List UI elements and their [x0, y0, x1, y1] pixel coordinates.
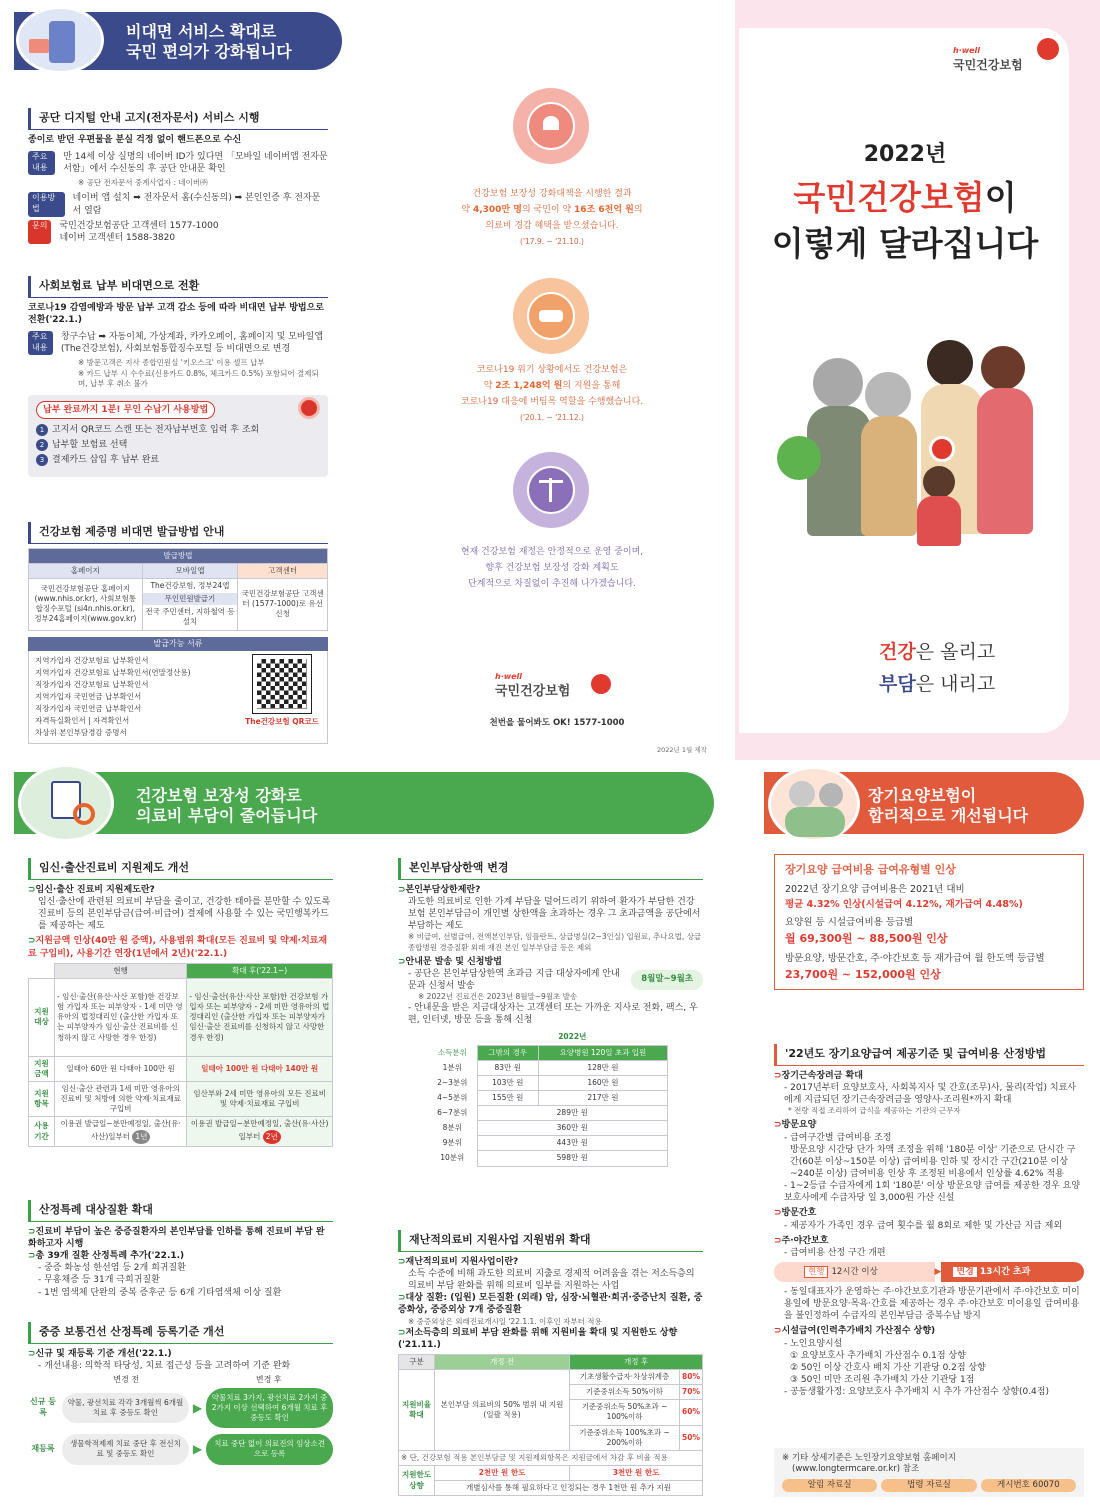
- kiosk-step-2: 2 납부할 보험료 선택: [36, 439, 320, 451]
- note: ※ 중증외상은 외래진료개시일 '22.1.1. 이후인 자부터 적용: [408, 1316, 602, 1326]
- text-item: 치료 중단 없이 의료진의 임상소견으로 등록: [206, 1434, 333, 1464]
- text-item: 기준중위소득 50%이하: [570, 1385, 680, 1400]
- cell-after: 일태아 100만 원 다태아 140만 원: [187, 1056, 333, 1081]
- section-title: 공단 디지털 안내 고지(전자문서) 서비스 시행: [28, 108, 328, 130]
- text-item: h·well: [953, 46, 981, 55]
- docs-list: [35, 655, 243, 739]
- text-item: ① 요양보호사 추가배치 가산점수 0.1점 상향: [790, 1350, 966, 1361]
- description: 임신·출산에 관련된 의료비 부담을 줄이고, 건강한 태아를 분만할 수 있도록 진료비 등의 본인부담금(급여·비급여) 결제에 사용할 수 있는 국민행복카드를 제공하는 제도: [38, 896, 331, 932]
- doc-item: 지역가입자 건강보험료 납부확인서(연말정산용): [35, 668, 191, 678]
- text-item: 443만 원: [477, 1136, 667, 1151]
- section-title: 사회보험료 납부 비대면으로 전환: [28, 276, 328, 298]
- row-label: 지원 대상: [29, 978, 55, 1056]
- text-item: 방문요양, 방문간호, 주·야간보호 등 재가급여 월 한도액 등급별: [785, 953, 1045, 965]
- cell-after: - 임신·출산(유산·사산 포함)한 건강보험 가입자 또는 피부양자 - 2세 미만 영유아의 법정대리인 (출산한 가입자 또는 피부양자가 임신·출산 진료비를 신청하지 않고 사망한 경우 한정): [187, 978, 333, 1056]
- re-registration-row: 재등록 생물학적제제 치료 중단 후 전신치료 및 중등도 확인 ▶ 치료 중단 없이 의료진의 임상소견으로 등록: [28, 1434, 333, 1464]
- text-item: 기초생활수급자·차상위계층: [570, 1370, 680, 1385]
- banner-coverage: [14, 772, 714, 834]
- text-item: 고지서 QR코드 스캔 또는 전자납부번호 입력 후 조회: [52, 424, 260, 435]
- text-item: 2~3분위: [437, 1077, 468, 1087]
- cell-after: 임산부와 2세 미만 영유아의 모든 진료비 및 약제·치료재료 구입비: [187, 1082, 333, 1117]
- bullet-1: - 공단은 본인부담상한액 초과금 지급 대상자에게 안내문과 신청서 발송: [408, 968, 620, 991]
- kiosk-box: [28, 395, 328, 478]
- kiosk-touch-icon: [298, 397, 320, 419]
- panel-coverage: [0, 760, 1100, 1512]
- text-inquiry-1: 국민건강보험공단 고객센터 1577-1000: [59, 220, 219, 231]
- description: 소득 수준에 비해 과도한 의료비 지출로 경제적 어려움을 겪는 저소득층의 의료비 부담 완화를 위해 의료비 일부를 지원하는 사업: [408, 1268, 695, 1292]
- text-item: 23,700원 ~ 152,000원 인상: [785, 967, 941, 981]
- list-item: - 1번 염색체 단완의 중복 증후군 등 6개 기타염색체 이상 질환: [38, 1287, 282, 1298]
- maternity-table: [28, 963, 333, 1147]
- text-item: 결제카드 삽입 후 납부 완료: [52, 455, 160, 466]
- beneficiaries-count: 4,300만 명: [472, 205, 522, 215]
- text-item: * 전량 직접 조리하여 급식을 제공하는 기관의 근무자: [788, 1106, 961, 1116]
- sub: 신규 및 재등록 기준 개선('22.1.): [35, 1348, 172, 1359]
- box-title: 장기요양 급여비용 급여유형별 인상: [785, 863, 956, 876]
- cover-logo-heart-icon: [1037, 38, 1059, 60]
- text-item: 60%: [680, 1400, 703, 1425]
- tab-notice-archive[interactable]: 알림 자료실: [782, 1479, 877, 1492]
- kiosk-step-1: 1 고지서 QR코드 스캔 또는 전자납부번호 입력 후 조회: [36, 424, 320, 436]
- tag-usage: 이용방법: [28, 192, 65, 216]
- text-item: 평균 4.32% 인상(시설급여 4.12%, 재가급여 4.48%): [785, 898, 1023, 910]
- text-item: 부담: [879, 673, 916, 695]
- text-inquiry-2: 네이버 고객센터 1588-3820: [59, 232, 176, 243]
- text-item: 구분: [399, 1354, 435, 1369]
- sub: 안내문 발송 및 신청방법: [405, 956, 502, 967]
- label-before: 변경 전: [113, 1375, 140, 1385]
- text-item: 지원비율 확대: [399, 1370, 435, 1451]
- text-item: 코로나19 대응에 버팀목 역할을 수행했습니다.: [460, 397, 644, 407]
- note-card-fee: ※ 카드 납부 시 수수료(신용카드 0.8%, 체크카드 0.5%) 포함되어 결제되며, 납부 후 취소 불가: [78, 368, 319, 388]
- note-kiosk: ※ 방문고객은 지사 종합민원실 '키오스크' 이용 셀프 납부: [78, 358, 265, 368]
- badge-2year: 2년: [263, 1130, 281, 1144]
- lead: 진료비 부담이 높은 중증질환자의 본인부담률 인하를 통해 진료비 부담 완화하고자 시행: [28, 1226, 325, 1249]
- kiosk-step-3: 3 결제카드 삽입 후 납부 완료: [36, 454, 320, 466]
- table-row: [428, 1106, 668, 1121]
- tag-main: 주요내용: [28, 151, 55, 175]
- text-item: 289만 원: [477, 1106, 667, 1121]
- cell-kiosk-header: 무인민원발급기: [143, 593, 238, 605]
- text-item: 코로나19 위기 상황에서도 건강보험은: [476, 365, 628, 375]
- table-row: [428, 1151, 668, 1166]
- call-tagline: 천번을 물어봐도 OK! 1577-1000: [489, 718, 625, 728]
- text-item: 본인부담 의료비의 50% 범위 내 지원 (일괄 적용): [435, 1370, 570, 1451]
- text-item: 생물학적제제 치료 중단 후 전신치료 및 중등도 확인: [62, 1434, 189, 1464]
- text-item: 10분위: [440, 1153, 465, 1163]
- logo-heart-icon: [591, 674, 611, 694]
- docs-header: 발급가능 서류: [28, 637, 328, 652]
- list-item: - 중증 화농성 한선염 등 2개 희귀질환: [38, 1263, 186, 1274]
- section-title: 임신·출산진료비 지원제도 개선: [28, 858, 333, 880]
- text-item: 약물치료 3가지, 광선치료 2가지 중 2가지 이상 선택하여 6개월 치료 후 중등도 확인: [206, 1388, 333, 1428]
- cell-mobile: The건강보험, 정부24앱: [150, 581, 230, 591]
- footer-note: [774, 1448, 1084, 1497]
- catastrophic-table: [398, 1354, 703, 1496]
- cell-current: - 임신·출산(유산·사산 포함)한 건강보험 가입자 또는 피부양자 - 1세 미만 영유아의 법정대리인 (출산한 가입자 또는 피부양자가 임신·출산 진료비를 신청하지 않고 사망한 경우 한정): [55, 978, 187, 1056]
- col-after: 확대 후('22.1~): [187, 963, 333, 978]
- text-item: ('17.9. ~ '21.10.): [520, 237, 584, 246]
- table-row: [428, 1121, 668, 1136]
- text-item: 개별심사를 통해 필요하다고 인정되는 경우 1천만 원 추가 지원: [435, 1481, 703, 1496]
- section-title: 건강보험 제증명 비대면 발급방법 안내: [28, 522, 328, 544]
- section-contactless-payment: [28, 276, 328, 477]
- text-item: 2천만 원 한도: [435, 1465, 570, 1480]
- mask-icon: [513, 278, 589, 354]
- row-label: 지원 항목: [29, 1082, 55, 1117]
- section-digital-notice: [28, 108, 328, 247]
- text-item: 80%: [680, 1370, 703, 1385]
- banner-line1: 비대면 서비스 확대로: [126, 22, 277, 41]
- text-item: 현행: [804, 1266, 828, 1278]
- elderly-couple-icon: [768, 766, 860, 842]
- table-row: [428, 1060, 668, 1075]
- table-year: 2022년: [558, 1032, 587, 1042]
- text-item: 3천만 원 한도: [570, 1465, 703, 1480]
- family-illustration: [777, 340, 1045, 552]
- col-current: 현행: [55, 963, 187, 978]
- methods-header: 발급방법: [29, 548, 328, 563]
- made-date: 2022년 1월 제작: [657, 746, 707, 754]
- text-item: 이: [984, 178, 1017, 217]
- cover-title-2: 이렇게 달라집니다: [771, 224, 1039, 263]
- qr-code-icon[interactable]: [253, 655, 311, 713]
- doc-item: 직장가입자 건강보험료 납부확인서: [35, 680, 149, 690]
- text-item: 약: [461, 205, 473, 215]
- banner-line2: 합리적으로 개선됩니다: [868, 806, 1029, 825]
- text-item: 개정 전: [435, 1354, 570, 1369]
- text-item: 지원한도 상향: [399, 1465, 435, 1495]
- text-item: 217만 원: [538, 1090, 667, 1105]
- text-item: - 동일대표자가 운영하는 주·야간보호기관과 방문기관에서 주·야간보호 미이용일에 방문요양·목욕·간호를 제공하는 경우 주·야간보호 미이용일 급여비용을 불인정하여 수급자의 본인부담금 중복수납 방지: [784, 1286, 1080, 1322]
- text-item: 건강: [879, 641, 916, 663]
- cell-current: 임신·출산 관련과 1세 미만 영유아의 진료비 및 처방에 의한 약제·치료재료 구입비: [55, 1082, 187, 1117]
- doc-item: 지역가입자 국민연금 납부확인서: [35, 692, 142, 702]
- text-item: 의 국민이 약: [521, 205, 575, 215]
- th-income: 소득분위: [437, 1047, 467, 1057]
- section-special-case: 산정특례 대상질환 확대 ⊃진료비 부담이 높은 중증질환자의 본인부담률 인하를 통해 진료비 부담 완화하고자 시행 ⊃총 39개 질환 산정특례 추가('22.1.) - 중증 화농성 한선염 등 2개 희귀질환 - 무홍채증 등 31개 극희귀질환 - 1번 염색체 단완의 중복 증후군 등 6개 기타염색체 이상 질환: [28, 1200, 333, 1299]
- table-row: [428, 1075, 668, 1090]
- tag-main: 주요내용: [28, 331, 53, 355]
- bullet-note: ※ 2022년 진료건은 2023년 8월말~9월초 발송: [418, 992, 578, 1002]
- doc-item: 지역가입자 건강보험료 납부확인서: [35, 656, 149, 666]
- text-item: 은 내리고: [915, 673, 996, 695]
- text-item: - 급여구간별 급여비용 조정: [784, 1132, 892, 1143]
- note: ※ 비급여, 선별급여, 전액본인부담, 임플란트, 상급병실(2~3인실) 입원료, 추나요법, 상급종합병원 경증질환 외래 재진 본인 일부부담금 등은 제외: [408, 932, 702, 952]
- text-item: 83만 원: [477, 1060, 538, 1075]
- label-after: 변경 후: [255, 1375, 282, 1385]
- text-item: 주·야간보호: [781, 1235, 829, 1246]
- table-row: [428, 1090, 668, 1105]
- change-summary: 지원금액 인상(40만 원 증액), 사용범위 확대(모든 진료비 및 약제·치료재료 구입비), 사용기간 연장(1년에서 2년)('22.1.): [28, 936, 328, 959]
- text-item: - 급여비용 산정 구간 개편: [784, 1247, 886, 1258]
- text-item: 의: [633, 205, 643, 215]
- doc-item: 차상위 본인부담경감 증명서: [35, 728, 127, 738]
- ltc-cost-box: [774, 854, 1084, 990]
- text-item: 70%: [680, 1385, 703, 1400]
- heart-hand-icon: [513, 88, 589, 164]
- qr-label: The건강보험 QR코드: [245, 717, 319, 727]
- section-title: '22년도 장기요양급여 제공기준 및 급여비용 산정방법: [774, 1044, 1084, 1066]
- text-item: 2022년 장기요양 급여비용은 2021년 대비: [785, 883, 965, 895]
- table-row: [428, 1136, 668, 1151]
- text-item: 장기근속장려금 확대: [781, 1070, 863, 1081]
- section-title: 본인부담상한액 변경: [398, 858, 703, 880]
- question: 본인부담상한제란?: [405, 884, 481, 895]
- text-item: - 공동생활가정: 요양보호사 추가배치 시 추가 가산점수 상향(0.4점): [784, 1387, 1049, 1398]
- text-item: h·well: [495, 672, 523, 681]
- col-homepage: 홈페이지: [29, 563, 143, 578]
- banner-line1: 건강보험 보장성 강화로: [136, 786, 302, 805]
- text-item: - 1~2등급 수급자에게 1회 '180분' 이상 방문요양 급여를 제공한 경우 요양보호사에게 수급자당 일 3,000원 가산 신설: [784, 1181, 1081, 1204]
- text-main: 창구수납 ➡ 자동이체, 가상계좌, 카카오페이, 홈페이지 및 모바일앱(The건강보험), 사회보험통합징수포털 등 비대면으로 변경: [60, 332, 324, 355]
- text-item: ② 50인 이상 간호사 배치 가산 기관당 0.2점 상향: [790, 1362, 986, 1373]
- text-item: 598만 원: [477, 1151, 667, 1166]
- text-item: 단계적으로 차질없이 추진해 나가겠습니다.: [468, 579, 636, 589]
- text-item: 방문요양 시간당 단가 차액 조정을 위해 '180분 이상' 기준으로 단시간 구간(60분 이상~150분 이상) 급여비용 인하 및 장시간 구간(210분 이상~240분 이상) 급여비용 인상 후 조정된 비용에서 인상률 4.62% 적용: [790, 1144, 1076, 1179]
- text-item: 50%: [680, 1425, 703, 1450]
- text-item: 신규 등록: [30, 1397, 56, 1418]
- text-item: ※ 기타 상세기준은 노인장기요양보험 홈페이지: [782, 1453, 956, 1463]
- text-item: 약: [483, 381, 496, 391]
- kiosk-box-title: 납부 완료까지 1분! 무인 수납기 사용방법: [36, 401, 215, 419]
- text-item: 약물, 광선치료 각각 3개월씩 6개월 치료 후 중등도 확인: [62, 1393, 189, 1423]
- cell-current: 일태아 60만 원 다태아 100만 원: [55, 1056, 187, 1081]
- text-item: 국민건강보험: [793, 178, 985, 217]
- text-item: 시설급여(인력추가배치 가산점수 상향): [781, 1326, 936, 1337]
- text-item: 기준중위소득 100%초과 ~ 200%이하: [570, 1425, 680, 1450]
- text-item: ③ 50인 미만 조리원 추가배치 가산 기관당 1점: [790, 1374, 975, 1385]
- section-title: 재난적의료비 지원사업 지원범위 확대: [398, 1230, 703, 1252]
- row-label: 사용 기간: [29, 1117, 55, 1146]
- section-psoriasis: 중증 보통건선 산정특례 등록기준 개선 ⊃신규 및 재등록 기준 개선('22.1.) - 개선내용: 의학적 타당성, 치료 접근성 등을 고려하여 기준 완화 변경 전 변경 후 신규 등록 약물, 광선치료 각각 3개월씩 6개월 치료 후 중등도 확인 ▶ 약물치료 3가지, 광선치료 2가지 중 2가지 이상 선택하여 6개월 치료 후 중등도 확인 재등록 생물학적제제 치료 중단 후 전신치료 및 중등도 확인 ▶ 치료 중단 없이 의료진의 임상소견으로 등록: [28, 1322, 333, 1465]
- text-item: 요양원 등 시설급여비용 등급별: [785, 917, 914, 929]
- text-item: 개정 후: [570, 1354, 703, 1369]
- list-item: - 무홍채증 등 31개 극희귀질환: [38, 1275, 160, 1286]
- text-item: 12시간 이상: [831, 1266, 878, 1277]
- text-item: 방문요양: [781, 1120, 817, 1131]
- text-item: 155만 원: [477, 1090, 538, 1105]
- col-callcenter: 고객센터: [238, 563, 328, 578]
- text-item: 360만 원: [477, 1121, 667, 1136]
- slogan-2: [879, 672, 995, 698]
- finance-status: [387, 544, 717, 592]
- nhis-logo: [495, 672, 615, 700]
- sub: 총 39개 질환 산정특례 추가('22.1.): [35, 1251, 185, 1262]
- panel-achievements: [367, 0, 735, 760]
- text-usage: 네이버 앱 설치 ➡ 전자문서 홈(수신동의) ➡ 본인인증 후 전자문서 열람: [72, 193, 321, 216]
- badge-1year: 1년: [132, 1130, 150, 1144]
- bullet-2: - 안내문을 받은 지금대상자는 고객센터 또는 가까운 지사로 전화, 팩스, 우편, 인터넷, 방문 등을 통해 신청: [408, 1003, 698, 1026]
- section-lead: 종이로 받던 우편물을 분실 걱정 없이 핸드폰으로 수신: [28, 134, 242, 145]
- text-item: 1분위: [442, 1062, 462, 1072]
- text-item: 재등록: [31, 1444, 55, 1454]
- text-item: 현재 건강보험 재정은 안정적으로 운영 중이며,: [460, 547, 644, 557]
- coverage-result: [387, 186, 717, 250]
- section-title: 중증 보통건선 산정특례 등록기준 개선: [28, 1322, 333, 1344]
- medical-illustration-icon: [18, 764, 114, 842]
- cell-after: 이용권 발급일~분만예정일, 출산(유·사산)일부터: [190, 1119, 329, 1141]
- period-badge: 8월말~9월초: [631, 970, 703, 989]
- text-item: 103만 원: [477, 1075, 538, 1090]
- section-catastrophic: 재난적의료비 지원사업 지원범위 확대 ⊃재난적의료비 지원사업이란? 소득 수준에 비해 과도한 의료비 지출로 경제적 어려움을 겪는 저소득층의 의료비 부담 완화를 위해 의료비 일부를 지원하는 사업 ⊃대상 질환: (입원) 모든질환 (외래) 암, 심장·뇌혈관·희귀·중증난치 질환, 중증화상, 중증외상 7개 중증질환 ※ 중증외상은 외래진료개시일 '22.1.1. 이후인 자부터 적용 ⊃저소득층의 의료비 부담 완화를 위해 지원비율 확대 및 지원한도 상향('21.11.) 구분 개정 전 개정 후 지원비율 확대 본인부담 의료비의 50% 범위 내 지원 (일괄 적용) 기초생활수급자·차상위계층 80% 기준중위소득 50%이하 70% 기준중위소득 50%초과 ~ 100%이하 60% 기준중위소득 100%초과 ~ 200%이하 50% ※ 단, 건강보험 적용 본인부담금 및 지원제외항목은 지원금에서 차감 후 비율 적용 지원한도 상향 2천만 원 한도 3천만 원 한도 개별심사를 통해 필요하다고 인정되는 경우 1천만 원 추가 지원: [398, 1230, 703, 1496]
- section-certificate: [28, 522, 328, 744]
- section-title: 산정특례 대상질환 확대: [28, 1200, 333, 1222]
- covid-support: [387, 362, 717, 426]
- text-item: 향후 건강보험 보장성 강화 계획도: [485, 563, 619, 573]
- detail: - 개선내용: 의학적 타당성, 치료 접근성 등을 고려하여 기준 완화: [38, 1360, 291, 1371]
- text-item: - 노인요양시설: [784, 1338, 843, 1349]
- cover-title-1: [735, 176, 1075, 221]
- text-item: 의료비 경감 혜택을 받으셨습니다.: [485, 221, 619, 231]
- cover-logo: [953, 46, 1023, 73]
- text-item: 국민건강보험: [495, 683, 571, 699]
- text-item: ※ 단, 건강보험 적용 본인부담금 및 지원제외항목은 지원금에서 차감 후 비율 적용: [399, 1450, 703, 1465]
- section-copay-cap: 본인부담상한액 변경 ⊃본인부담상한제란? 과도한 의료비로 인한 가계 부담을 덜어드리기 위하여 환자가 부담한 건강보험 본인부담금이 개인별 상한액을 초과하는 경우 그 초과금액을 공단에서 부담하는 제도 ※ 비급여, 선별급여, 전액본인부담, 임플란트, 상급병실(2~3인실) 입원료, 추나요법, 상급종합병원 경증질환 외래 재진 본인 일부부담금 등은 제외 ⊃안내문 발송 및 신청방법 - 공단은 본인부담상한액 초과금 지급 대상자에게 안내문과 신청서 발송 8월말~9월초 ※ 2022년 진료건은 2023년 8월말~9월초 발송 - 안내문을 받은 지금대상자는 고객센터 또는 가까운 지사로 전화, 팩스, 우편, 인터넷, 방문 등을 통해 신청 2022년 소득분위 그밖의 경우 요양병원 120일 초과 입원 1분위 83만 원 128만 원 2~3분위 103만 원 160만 원 4~5분위 155만 원 217만 원 6~7분위 289만 원 8분위 360만 원 9분위 443만 원 10분위 598만 원: [398, 858, 703, 1167]
- copay-cap-table: [428, 1030, 668, 1166]
- text-item: 4~5분위: [437, 1092, 468, 1102]
- text-item: 월 69,300원 ~ 88,500원 인상: [785, 932, 948, 946]
- text-main: 만 14세 이상 실명의 네이버 ID가 있다면 「모바일 네이버앱 전자문서함」에서 수신동의 후 공단 안내문 확인: [63, 151, 328, 175]
- text-item: - 2017년부터 요양보호사, 사회복지사 및 간호(조무)사, 물리(작업) 치료사에게 지급되던 장기근속장려금을 영양사·조리원*까지 확대: [784, 1082, 1076, 1106]
- col-mobile: 모바일앱: [142, 563, 238, 578]
- cell-callcenter: 국민건강보험공단 고객센터 (1577-1000)로 유선신청: [238, 579, 328, 631]
- tag-inquiry: 문의: [28, 220, 51, 244]
- th-other: 그밖의 경우: [477, 1045, 538, 1060]
- row-label: 지원 금액: [29, 1056, 55, 1081]
- text-item: 은 올리고: [915, 641, 996, 663]
- text-item: 160만 원: [538, 1075, 667, 1090]
- panel-cover: [735, 0, 1100, 760]
- sub-diseases: 대상 질환: (입원) 모든질환 (외래) 암, 심장·뇌혈관·희귀·중증난치 질환, 중증화상, 중증외상 7개 중증질환: [398, 1293, 703, 1316]
- benefit-amount: 16조 6천억 원: [574, 205, 634, 215]
- slogan-1: [879, 640, 995, 666]
- section-ltc-standards: '22년도 장기요양급여 제공기준 및 급여비용 산정방법 ⊃장기근속장려금 확대 - 2017년부터 요양보호사, 사회복지사 및 간호(조무)사, 물리(작업) 치료사에게 지급되던 장기근속장려금을 영양사·조리원*까지 확대 * 전량 직접 조리하여 급식을 제공하는 기관의 근무자 ⊃방문요양 - 급여구간별 급여비용 조정 방문요양 시간당 단가 차액 조정을 위해 '180분 이상' 기준으로 단시간 구간(60분 이상~150분 이상) 급여비용 인하 및 장시간 구간(210분 이상~240분 이상) 급여비용 인상 후 조정된 비용에서 인상률 4.62% 적용 - 1~2등급 수급자에게 1회 '180분' 이상 방문요양 급여를 제공한 경우 요양보호사에게 수급자당 일 3,000원 가산 신설 ⊃방문간호 - 제공자가 가족인 경우 급여 횟수를 월 8회로 제한 및 가산금 지급 제외 ⊃주·야간보호 - 급여비용 산정 구간 개편 현행 12시간 이상 ▶ 변경 13시간 초과 - 동일대표자가 운영하는 주·야간보호기관과 방문기관에서 주·야간보호 미이용일에 방문요양·목욕·간호를 제공하는 경우 주·야간보호 미이용일 급여비용을 불인정하여 수급자의 본인부담금 중복수납 방지 ⊃시설급여(인력추가배치 가산점수 상향) - 노인요양시설 ① 요양보호사 추가배치 가산점수 0.1점 상향 ② 50인 이상 간호사 배치 가산 기관당 0.2점 상향 ③ 50인 미만 조리원 추가배치 가산 기관당 1점 - 공동생활가정: 요양보호사 추가배치 시 추가 가산점수 상향(0.4점): [774, 1044, 1084, 1398]
- text-item: 13시간 초과: [979, 1266, 1031, 1277]
- text-item: (www.longtermcare.or.kr) 참조: [792, 1464, 920, 1475]
- question: 재난적의료비 지원사업이란?: [405, 1256, 519, 1267]
- text-item: 6~7분위: [437, 1108, 468, 1118]
- section-lead: 코로나19 감염예방과 방문 납부 고객 감소 등에 따라 비대면 납부 방법으로 전환('22.1.): [28, 302, 324, 325]
- new-registration-row: 신규 등록 약물, 광선치료 각각 3개월씩 6개월 치료 후 중등도 확인 ▶ 약물치료 3가지, 광선치료 2가지 중 2가지 이상 선택하여 6개월 치료 후 중등도 확인: [28, 1388, 333, 1428]
- banner-line1: 장기요양보험이: [868, 786, 977, 805]
- cell-homepage: 국민건강보험공단 홈페이지 (www.nhis.or.kr), 사회보험통합징수포털 (si4n.nhis.or.kr), 정부24홈페이지(www.gov.kr): [29, 579, 143, 631]
- cell-kiosk: 전국 주민센터, 지하철역 등 설치: [145, 607, 235, 627]
- th-nursing: 요양병원 120일 초과 입원: [538, 1045, 667, 1060]
- banner-line2: 국민 편의가 강화됩니다: [126, 42, 292, 61]
- doc-item: 자격득실확인서 | 자격확인서: [35, 716, 130, 726]
- banner-line2: 의료비 부담이 줄어듭니다: [136, 806, 318, 825]
- text-item: - 제공자가 가족인 경우 급여 횟수를 월 8회로 제한 및 가산금 지급 제외: [784, 1220, 1063, 1231]
- text-item: 128만 원: [538, 1060, 667, 1075]
- text-item: 국민건강보험: [953, 57, 1023, 72]
- section-maternity: 임신·출산진료비 지원제도 개선 ⊃임신·출산 진료비 지원제도란? 임신·출산에 관련된 의료비 부담을 줄이고, 건강한 태아를 분만할 수 있도록 진료비 등의 본인부담금(급여·비급여) 결제에 사용할 수 있는 국민행복카드를 제공하는 제도 ⊃지원금액 인상(40만 원 증액), 사용범위 확대(모든 진료비 및 약제·치료재료 구입비), 사용기간 연장(1년에서 2년)('22.1.) 현행 확대 후('22.1~) 지원 대상 - 임신·출산(유산·사산 포함)한 건강보험 가입자 또는 피부양자 - 1세 미만 영유아의 법정대리인 (출산한 가입자 또는 피부양자가 임신·출산 진료비를 신청하지 않고 사망한 경우 한정) - 임신·출산(유산·사산 포함)한 건강보험 가입자 또는 피부양자 - 2세 미만 영유아의 법정대리인 (출산한 가입자 또는 피부양자가 임신·출산 진료비를 신청하지 않고 사망한 경우 한정) 지원 금액 일태아 60만 원 다태아 100만 원 일태아 100만 원 다태아 140만 원 지원 항목 임신·출산 관련과 1세 미만 영유아의 진료비 및 처방에 의한 약제·치료재료 구입비 임산부와 2세 미만 영유아의 모든 진료비 및 약제·치료재료 구입비 사용 기간 이용권 발급일~분만예정일, 출산(유·사산)일부터 1년 이용권 발급일~분만예정일, 출산(유·사산)일부터 2년: [28, 858, 333, 1147]
- text-item: 건강보험 보장성 강화대책을 시행한 결과: [472, 189, 632, 199]
- cover-year: 2022년: [863, 142, 947, 167]
- text-item: 기준중위소득 50%초과 ~ 100%이하: [570, 1400, 680, 1425]
- scale-icon: [513, 452, 589, 528]
- tab-law-archive[interactable]: 법령 자료실: [881, 1479, 976, 1492]
- sub-ratio: 저소득층의 의료비 부담 완화를 위해 지원비율 확대 및 지원한도 상향('21.11.): [398, 1327, 678, 1350]
- phone-illustration-icon: [16, 6, 104, 74]
- text-item: 변경: [953, 1267, 976, 1277]
- text-item: 납부할 보험료 선택: [52, 440, 128, 451]
- post-number: 게시번호 60070: [981, 1479, 1076, 1492]
- text-item: 의 지원을 통해: [562, 381, 621, 391]
- text-item: 9분위: [442, 1138, 462, 1148]
- covid-support-amount: 2조 1,248억 원: [495, 381, 563, 391]
- text-item: ('20.1. ~ '21.12.): [520, 413, 584, 422]
- time-change: 현행 12시간 이상 ▶ 변경 13시간 초과: [774, 1262, 1084, 1282]
- text-item: 방문간호: [781, 1208, 817, 1219]
- text-item: 8분위: [442, 1123, 462, 1133]
- certificate-methods-table: [28, 548, 328, 631]
- doc-item: 직장가입자 국민연금 납부확인서: [35, 704, 142, 714]
- panel-contactless: [0, 0, 367, 760]
- note-broker: ※ 공단 전자문서 중계사업자 : 네이버㈜: [78, 178, 208, 188]
- question: 임신·출산 진료비 지원제도란?: [35, 884, 155, 895]
- cell-current: 이용권 발급일~분만예정일, 출산(유·사산)일부터: [60, 1119, 181, 1141]
- description: 과도한 의료비로 인한 가계 부담을 덜어드리기 위하여 환자가 부담한 건강보험 본인부담금이 개인별 상한액을 초과하는 경우 그 초과금액을 공단에서 부담하는 제도: [408, 896, 701, 932]
